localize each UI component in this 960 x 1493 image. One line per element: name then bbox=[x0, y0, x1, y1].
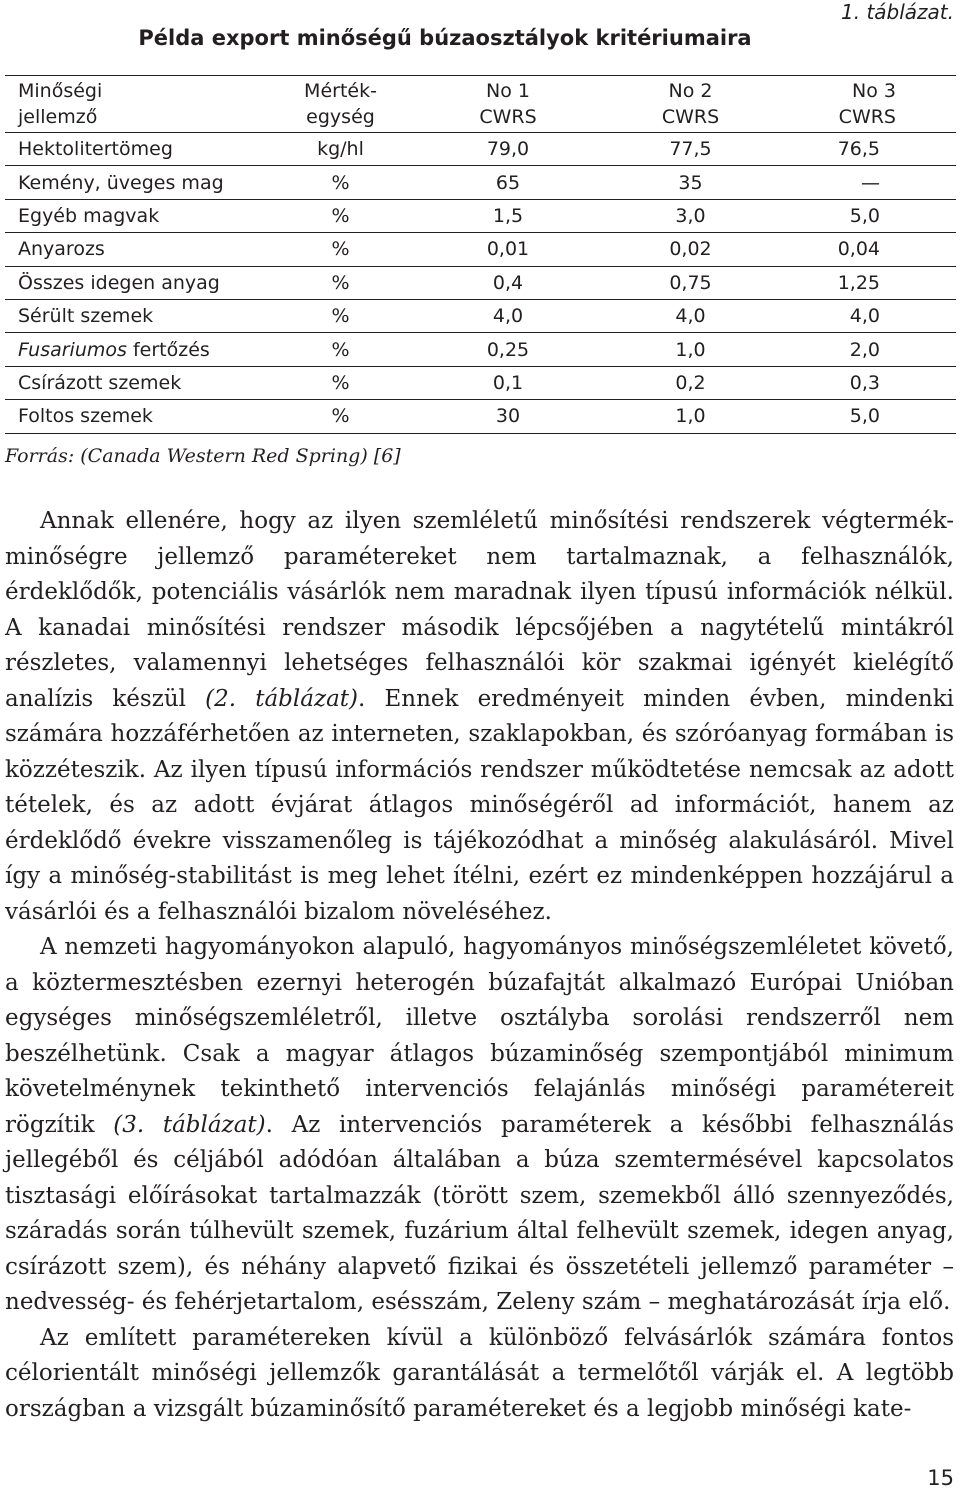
table-row bbox=[5, 400, 956, 433]
row-name: Foltos szemek bbox=[18, 405, 153, 428]
wheat-criteria-table bbox=[5, 75, 956, 434]
row-no1: 0,1 bbox=[413, 366, 603, 399]
paragraph-3: Az említett paramétereken kívül a különböző felvásárlók számára fontos célorientált minőségi jellemzők garantálását a termelőtől várják el. A legtöbb országban a vizsgált búzaminősítő paramétereket és a legjobb minőségi kate- bbox=[5, 1324, 954, 1422]
row-no1: 0,4 bbox=[413, 266, 603, 299]
table-number-label: 1. táblázat. bbox=[841, 0, 954, 24]
table-row bbox=[5, 333, 956, 366]
row-no2: 35 bbox=[603, 166, 778, 199]
table-source-note: Forrás: (Canada Western Red Spring) [6] bbox=[5, 445, 401, 467]
table-row bbox=[5, 366, 956, 399]
paragraph-2: A nemzeti hagyományokon alapuló, hagyományos minőségszemléletet követő, a köztermesztésben ezernyi heterogén búzafajtát alkalmazó Európai Unióban egységes minőségszemléletről, illetve osztályba sorolási rendszerről nem beszélhetünk. Csak a magyar átlagos búzaminőség szempontjából minimum követelménynek tekinthető intervenciós felajánlás minőségi paramétereit rögzítik (3. táblázat). Az intervenciós paraméterek a későbbi felhasználás jellegéből és céljából adódóan általában a búza szemtermésével kapcsolatos tisztasági előírásokat tartalmazzák (törött szem, szemekből álló szennyeződés, száradás során túlhevült szemek, fuzárium által felhevült szemek, idegen anyag, csírázott szem), és néhány alapvető fizikai és összetételi jellemző paraméter – nedvesség- és fehérjetartalom, esésszám, Zeleny szám – meghatározását írja elő. bbox=[5, 934, 954, 1315]
row-name: Összes idegen anyag bbox=[5, 266, 268, 299]
row-no3: 76,5 bbox=[778, 133, 956, 166]
row-name: Fusariumos fertőzés bbox=[5, 333, 268, 366]
table-row bbox=[5, 166, 956, 199]
table-row bbox=[5, 199, 956, 232]
page-number: 15 bbox=[927, 1466, 954, 1490]
table-reference: (3. táblázat) bbox=[113, 1111, 266, 1138]
row-no1: 0,01 bbox=[413, 233, 603, 266]
row-no3: 2,0 bbox=[778, 333, 956, 366]
table-header-row bbox=[5, 76, 956, 133]
row-no1: 1,5 bbox=[413, 199, 603, 232]
row-no1: 0,25 bbox=[413, 333, 603, 366]
row-no3: 5,0 bbox=[849, 405, 880, 428]
row-name: Kemény, üveges mag bbox=[5, 166, 268, 199]
row-unit: % bbox=[268, 199, 413, 232]
table-row bbox=[5, 299, 956, 332]
table-title: Példa export minőségű búzaosztályok kritériumaira bbox=[138, 26, 752, 50]
header-no2-cwrs: No 2 CWRS bbox=[603, 76, 778, 133]
row-name: Csírázott szemek bbox=[5, 366, 268, 399]
row-unit: % bbox=[268, 266, 413, 299]
body-text bbox=[5, 504, 954, 1427]
header-quality-attribute: Minőségi jellemző bbox=[5, 76, 268, 133]
row-no1: 30 bbox=[495, 405, 521, 428]
row-no2: 3,0 bbox=[603, 199, 778, 232]
row-unit: % bbox=[268, 366, 413, 399]
row-unit: % bbox=[268, 166, 413, 199]
row-unit: kg/hl bbox=[268, 133, 413, 166]
row-no3: 5,0 bbox=[778, 199, 956, 232]
row-no2: 1,0 bbox=[675, 405, 706, 428]
table-row bbox=[5, 266, 956, 299]
row-unit: % bbox=[268, 233, 413, 266]
row-no2: 0,75 bbox=[603, 266, 778, 299]
row-no3: 4,0 bbox=[778, 299, 956, 332]
paragraph-1: Annak ellenére, hogy az ilyen szemléletű minősítési rendszerek végtermék-minőségre jellemző paramétereket nem tartalmaznak, a felhasználók, érdeklődők, potenciális vásárlók nem maradnak ilyen típusú információk nélkül. A kanadai minősítési rendszer második lépcsőjében a nagytételű mintákról részletes, valamennyi lehetséges felhasználói kör szakmai igényét kielégítő analízis készül (2. táblázat). Ennek eredményeit minden évben, mindenki számára hozzáférhetően az interneten, szaklapokban, és szóróanyag formában is közzéteszik. Az ilyen típusú információs rendszer működtetése nemcsak az adott tételek, és az adott évjárat átlagos minőségéről ad információt, hanem az érdeklődő évekre visszamenőleg is tájékozódhat a minőség alakulásáról. Mivel így a minőség-stabilitást is meg lehet ítélni, ezért ez mindenképpen hozzájárul a vásárlói és a felhasználói bizalom növeléséhez. bbox=[5, 508, 954, 925]
row-name: Sérült szemek bbox=[5, 299, 268, 332]
row-name: Anyarozs bbox=[5, 233, 268, 266]
row-no1: 4,0 bbox=[413, 299, 603, 332]
row-no3: — bbox=[778, 166, 956, 199]
table-row bbox=[5, 233, 956, 266]
row-name: Hektolitertömeg bbox=[5, 133, 268, 166]
row-unit: % bbox=[268, 333, 413, 366]
row-no2: 0,02 bbox=[603, 233, 778, 266]
row-no2: 1,0 bbox=[603, 333, 778, 366]
header-no1-cwrs: No 1 CWRS bbox=[413, 76, 603, 133]
row-no3: 0,04 bbox=[778, 233, 956, 266]
row-no1: 65 bbox=[413, 166, 603, 199]
row-no3: 0,3 bbox=[778, 366, 956, 399]
row-unit: % bbox=[331, 405, 350, 428]
row-no2: 0,2 bbox=[603, 366, 778, 399]
row-no3: 1,25 bbox=[778, 266, 956, 299]
row-no2: 77,5 bbox=[603, 133, 778, 166]
header-no3-cwrs: No 3 CWRS bbox=[778, 76, 956, 133]
row-name: Egyéb magvak bbox=[5, 199, 268, 232]
row-unit: % bbox=[268, 299, 413, 332]
row-no2: 4,0 bbox=[603, 299, 778, 332]
header-unit: Mérték- egység bbox=[268, 76, 413, 133]
table-row bbox=[5, 133, 956, 166]
row-no1: 79,0 bbox=[413, 133, 603, 166]
table-reference: (2. táblázat) bbox=[205, 685, 359, 712]
